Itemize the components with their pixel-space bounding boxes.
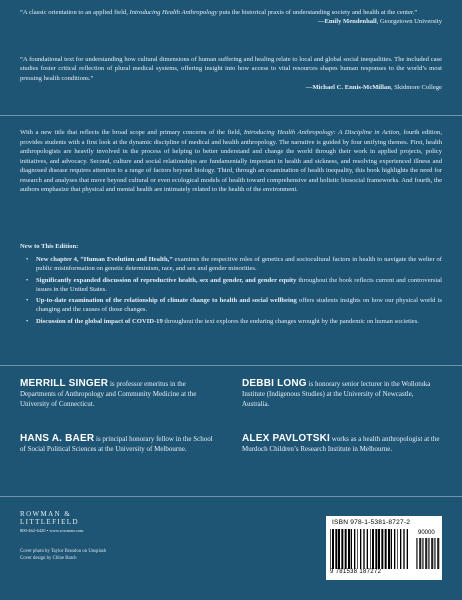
- divider-middle: [0, 365, 462, 366]
- publisher-name-line-1: ROWMAN &: [20, 510, 72, 518]
- barcode-bar: [432, 538, 433, 569]
- barcode-bar: [403, 529, 404, 569]
- author-bio-debbi-long: [242, 379, 442, 409]
- barcode-bar: [420, 538, 421, 569]
- divider-top: [0, 115, 462, 116]
- barcode-bar: [378, 529, 380, 569]
- description-book-title: Introducing Health Anthropology: A Discipline in Action: [243, 129, 400, 136]
- price-barcode-icon: [416, 538, 440, 569]
- publisher-logo: [20, 510, 84, 533]
- barcode-bar: [370, 529, 371, 569]
- bullet-icon: •: [26, 256, 29, 263]
- quote-1-author-name: —Emily Mendenhall: [317, 18, 377, 26]
- bullet-4-text: throughout the text explores the enduring changes wrought by the pandemic on human societies.: [162, 317, 419, 325]
- barcode-bar: [357, 529, 358, 569]
- barcode-bar: [426, 538, 427, 569]
- author-bio-hans-baer: [20, 434, 220, 454]
- quote-2-author-org: , Skidmore College: [390, 83, 442, 91]
- author-bio-alex-pavlotski: [242, 434, 442, 454]
- barcode-bar: [385, 529, 387, 569]
- barcode-bar: [341, 529, 343, 569]
- divider-bottom: [0, 496, 462, 497]
- author-name: HANS A. BAER: [20, 433, 95, 444]
- bullet-2-text: throughout the book reflects current and controversial issues in the United States.: [36, 276, 443, 293]
- publisher-contact: 800-462-6420 • www.rowman.com: [20, 528, 84, 533]
- publisher-name-line-2: LITTLEFIELD: [20, 518, 79, 526]
- barcode-bar: [431, 538, 432, 569]
- barcode-bar: [438, 538, 439, 569]
- author-bio: works as a health anthropologist at the Murdoch Children’s Research Institute in Melbourne.: [242, 435, 440, 454]
- price-code: 90000: [418, 530, 435, 536]
- author-bio-merrill-singer: [20, 379, 220, 409]
- description-before: With a new title that reflects the broad scope and primary concerns of the field,: [20, 129, 244, 136]
- barcode-bar: [332, 529, 334, 569]
- barcode-bar: [425, 538, 426, 569]
- bullet-1-text: examines the respective roles of genetics and sociocultural factors in health to navigate the welter of public misinformation on genetic determinism, race, and sex and gender minorities.: [36, 256, 442, 273]
- list-item: [20, 296, 442, 315]
- quote-2-text: “A foundational text for understanding how cultural dimensions of human suffering and healing relate to local and global social inequalities. The included case studies foster critical reflection of plural medical systems, offering insight into how access to vital resources shapes human responses to the world’s most pressing health conditions.”: [20, 56, 442, 82]
- isbn-label: ISBN 978-1-5381-8727-2: [332, 519, 411, 526]
- bullet-2-bold: Significantly expanded discussion of reproductive health, sex and gender, and gender equity: [36, 276, 297, 284]
- barcode-bar: [354, 529, 355, 569]
- quote-1-book-title: Introducing Health Anthropology: [129, 9, 218, 16]
- bullet-icon: •: [26, 317, 29, 325]
- barcode-bar: [372, 529, 374, 569]
- new-edition-list: [20, 255, 442, 328]
- barcode-bar: [330, 529, 331, 569]
- bullet-4-bold: Discussion of the global impact of COVID-19: [36, 317, 163, 325]
- barcode-bar: [381, 529, 383, 569]
- author-bio: is principal honorary fellow in the School of Social Political Sciences at the University of Melbourne.: [20, 435, 213, 454]
- bullet-icon: •: [26, 297, 29, 305]
- photo-credit: Cover photo by Taylor Brandon on Unsplash: [20, 549, 107, 554]
- barcode-bar: [335, 529, 337, 569]
- description-after: , fourth edition, provides students with a first look at the dynamic discipline of medical and health anthropology. The narrative is guided by four unifying themes. First, health anthropologists are heavily involved in the process of helping to better understand and change the world through their work in applied projects, policy initiatives, and advocacy. Second, culture and social relationships are fundamentally important in health and sickness, and resolving experienced illness and diagnosed disease requires attention to a range of factors beyond biology. Third, through an examination of health inequality, this book highlights the need for research and analyses that move beyond cultural or even ecological models of health toward comprehensive and holistic biosocial frameworks. And fourth, the authors emphasize that physical and mental health are intimately related to the health of the environment.: [20, 129, 442, 193]
- barcode-bar: [407, 529, 408, 569]
- barcode-bar: [367, 529, 368, 569]
- barcode-bar: [419, 538, 420, 569]
- barcode-bar: [338, 529, 340, 569]
- list-item: [20, 255, 442, 274]
- endorsement-quote-1: [20, 8, 442, 27]
- barcode-icon: [330, 529, 410, 569]
- author-name: ALEX PAVLOTSKI: [242, 433, 330, 444]
- isbn-barcode: [326, 516, 442, 580]
- barcode-bar: [375, 529, 377, 569]
- design-credit: Cover design by Chloe Batch: [20, 556, 77, 561]
- quote-1-attribution: [20, 17, 442, 26]
- barcode-bar: [360, 529, 361, 569]
- bullet-icon: •: [26, 276, 29, 284]
- barcode-bar: [394, 529, 395, 569]
- bullet-3-text: offers students insights on how our physical world is changing and the causes of those changes.: [36, 297, 442, 314]
- barcode-bar: [397, 529, 398, 569]
- bullet-3-bold: Up-to-date examination of the relationship of climate change to health and social wellbeing: [36, 297, 297, 305]
- barcode-bar: [351, 529, 352, 569]
- book-description: [20, 128, 442, 195]
- author-bio: is honorary senior lecturer in the Wollotuka Institute (Indigenous Studies) at the University of Newcastle, Australia.: [242, 380, 431, 409]
- quote-2-attribution: [20, 83, 442, 92]
- author-name: DEBBI LONG: [242, 378, 307, 389]
- quote-1-text-after: puts the historical praxis of understanding society and health at the center.”: [217, 9, 418, 16]
- barcode-bar: [391, 529, 392, 569]
- cover-credits: [20, 548, 106, 562]
- list-item: [20, 276, 442, 295]
- barcode-number: 9 781538 187272: [330, 569, 382, 575]
- bullet-1-bold: New chapter 4, “Human Evolution and Health,”: [36, 256, 173, 263]
- barcode-bar: [388, 529, 390, 569]
- quote-1-author-org: , Georgetown University: [376, 18, 442, 26]
- barcode-bar: [400, 529, 401, 569]
- list-item: [20, 317, 442, 326]
- quote-2-author-name: —Michael C. Ennis-McMillan: [305, 83, 391, 91]
- author-bio: is professor emeritus in the Departments of Anthropology and Community Medicine at the University of Connecticut.: [20, 380, 197, 409]
- barcode-bar: [363, 529, 364, 569]
- barcode-bar: [348, 529, 350, 569]
- author-name: MERRILL SINGER: [20, 378, 109, 389]
- quote-1-text-before: “A classic orientation to an applied field,: [20, 9, 130, 16]
- barcode-bar: [345, 529, 347, 569]
- new-edition-heading: New to This Edition:: [20, 243, 79, 250]
- barcode-bar: [437, 538, 438, 569]
- endorsement-quote-2: [20, 55, 442, 92]
